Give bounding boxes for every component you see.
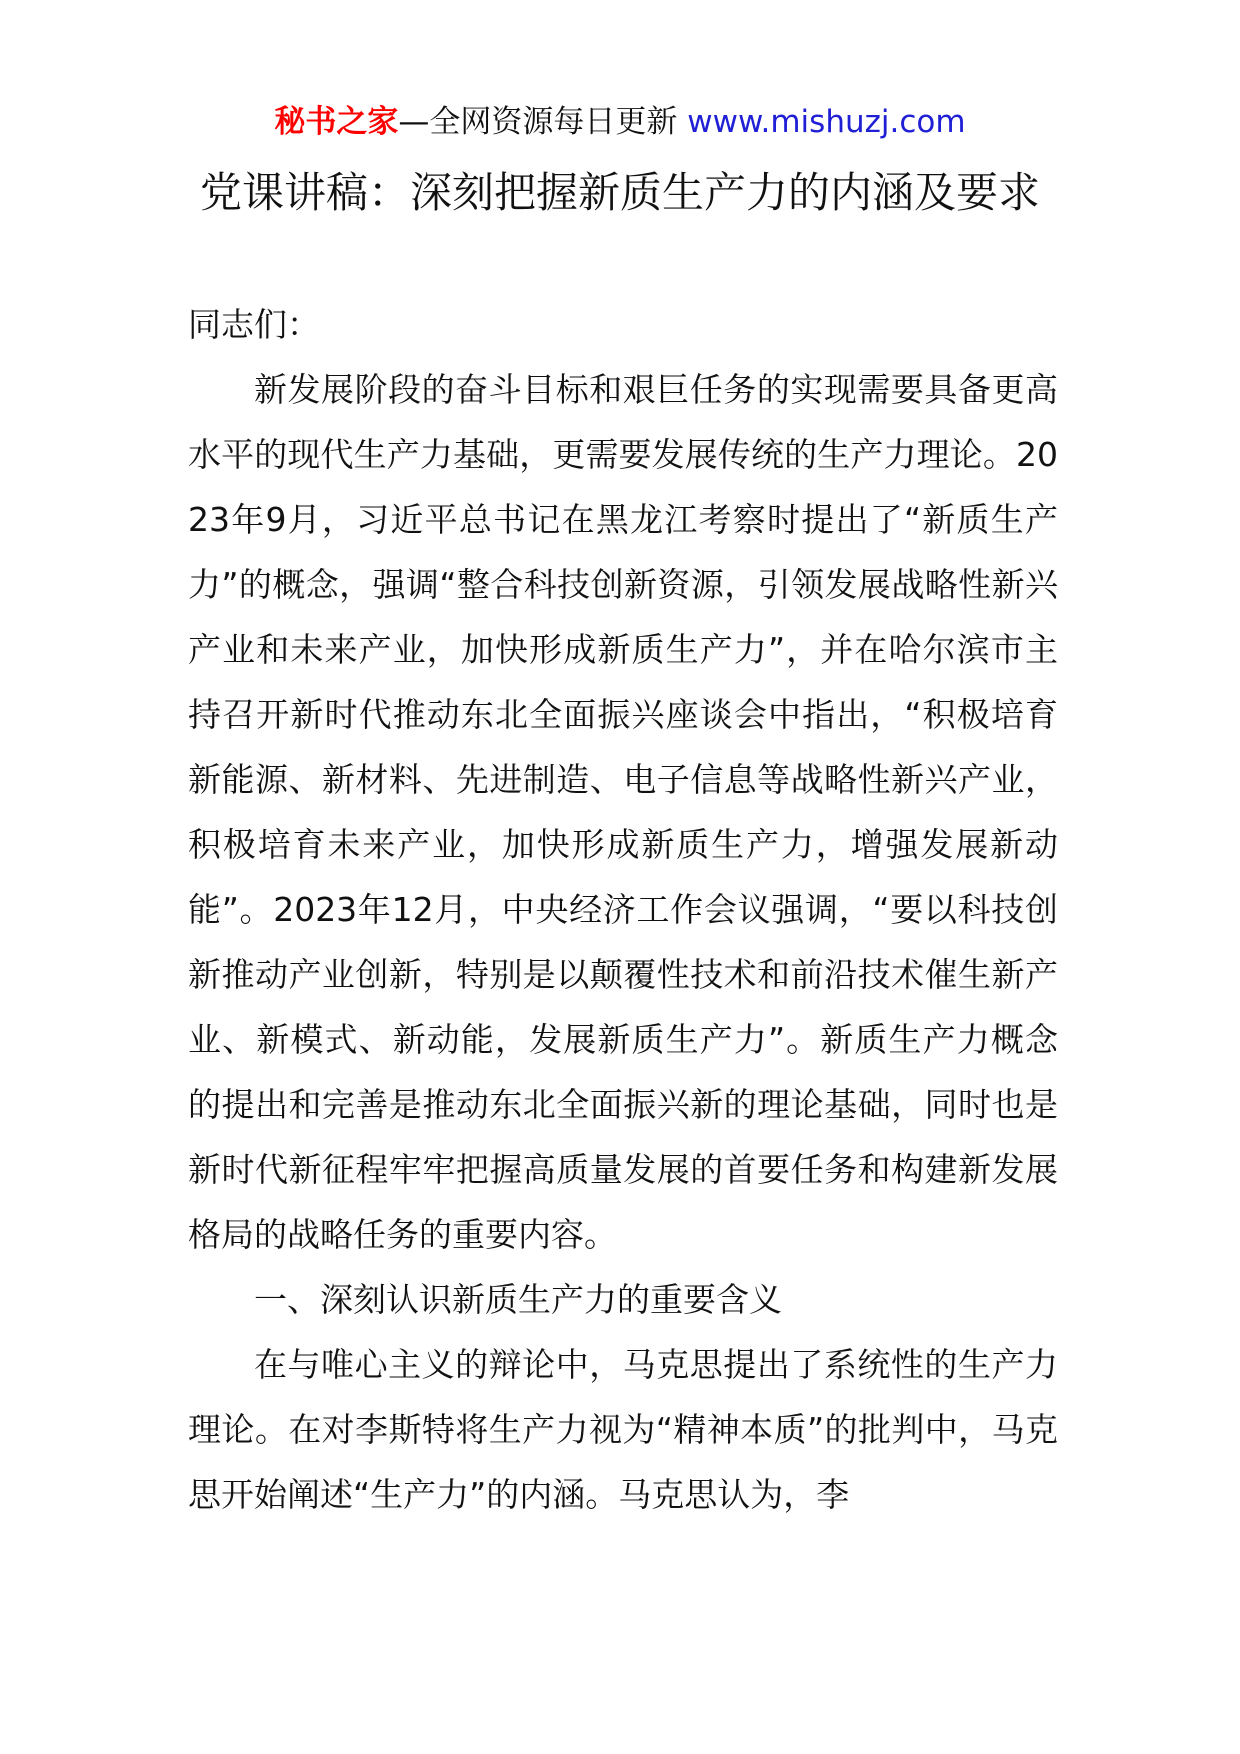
site-name: 秘书之家	[274, 104, 399, 140]
site-tagline: —全网资源每日更新	[398, 104, 678, 140]
document-title: 党课讲稿：深刻把握新质生产力的内涵及要求	[199, 168, 1040, 217]
body-paragraph: 新发展阶段的奋斗目标和艰巨任务的实现需要具备更高水平的现代生产力基础，更需要发展传统的生产力理论。2023年9月，习近平总书记在黑龙江考察时提出了“新质生产力”的概念，强调“整合科技创新资源，引领发展战略性新兴产业和未来产业，加快形成新质生产力”，并在哈尔滨市主持召开新时代推动东北全面振兴座谈会中指出，“积极培育新能源、新材料、先进制造、电子信息等战略性新兴产业，积极培育未来产业，加快形成新质生产力，增强发展新动能”。2023年12月，中央经济工作会议强调，“要以科技创新推动产业创新，特别是以颠覆性技术和前沿技术催生新产业、新模式、新动能，发展新质生产力”。新质生产力概念的提出和完善是推动东北全面振兴新的理论基础，同时也是新时代新征程牢牢把握高质量发展的首要任务和构建新发展格局的战略任务的重要内容。	[188, 370, 1058, 1254]
document-body	[188, 292, 1058, 1527]
section-paragraph: 在与唯心主义的辩论中，马克思提出了系统性的生产力理论。在对李斯特将生产力视为“精神本质”的批判中，马克思开始阐述“生产力”的内涵。马克思认为，李	[188, 1345, 1058, 1514]
site-url-link[interactable]: www.mishuzj.com	[687, 104, 966, 140]
section-heading: 一、深刻认识新质生产力的重要含义	[254, 1280, 782, 1319]
greeting: 同志们：	[188, 305, 320, 344]
site-header	[0, 100, 1240, 144]
